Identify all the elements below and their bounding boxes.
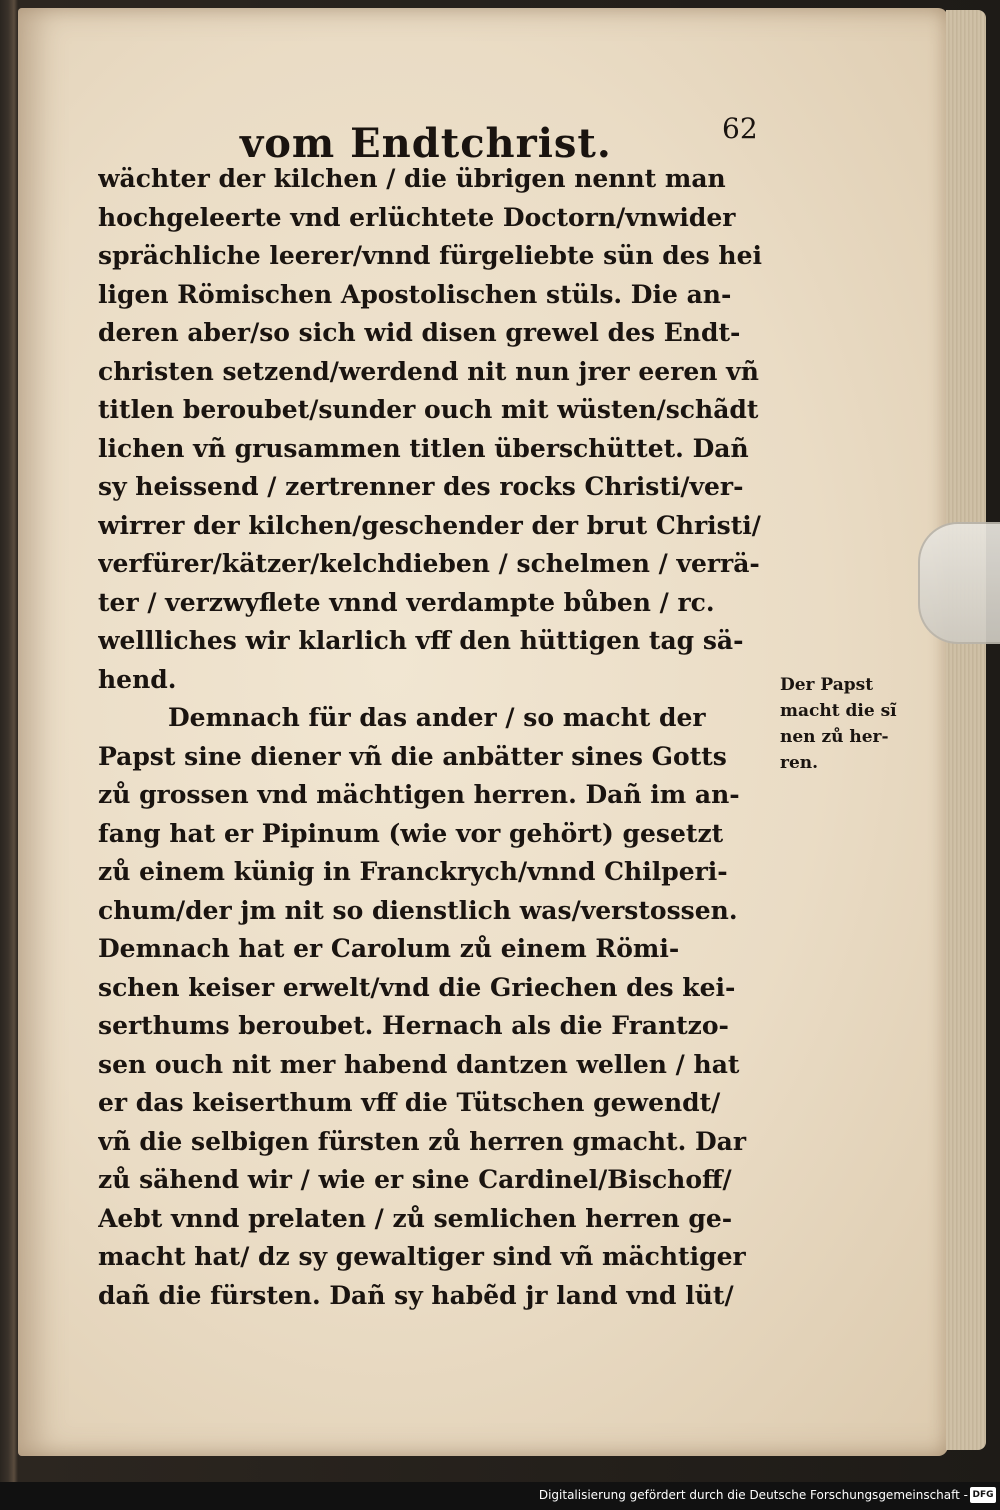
text-line: Demnach hat er Carolum zů einem Römi- — [98, 934, 680, 963]
text-line: zů einem künig in Franckrych/vnnd Chilperi- — [98, 857, 728, 886]
running-head: vom Endtchrist. — [240, 120, 612, 167]
text-line: wirrer der kilchen/geschender der brut Christi/ — [98, 510, 761, 540]
text-line: sy heissend / zertrenner des rocks Christi/ver- — [98, 472, 744, 501]
marginal-note-line: nen zů her- — [780, 727, 889, 747]
text-line: wellliches wir klarlich vff den hüttigen tag sä- — [98, 626, 744, 655]
text-line: wächter der kilchen / die übrigen nennt man — [98, 164, 726, 193]
text-line: vñ die selbigen fürsten zů herren gmacht. Dar — [98, 1126, 747, 1156]
text-line: ter / verzwyflete vnnd verdampte bůben / rc. — [98, 587, 715, 617]
marginal-note-line: Der Papst — [780, 675, 874, 695]
text-line: Aebt vnnd prelaten / zů semlichen herren ge- — [98, 1203, 733, 1233]
text-line: Papst sine diener vñ die anbätter sines Gotts — [98, 741, 727, 771]
marginal-note-line: ren. — [780, 753, 819, 773]
body-text — [98, 160, 776, 1315]
marginal-note — [780, 672, 920, 776]
text-line: chum/der jm nit so dienstlich was/verstossen. — [98, 895, 738, 925]
text-line: Demnach für das ander / so macht der — [168, 703, 706, 732]
text-line: hend. — [98, 664, 177, 694]
dfg-logo: DFG — [970, 1487, 996, 1503]
text-line: zů grossen vnd mächtigen herren. Dañ im an- — [98, 780, 740, 809]
marginal-note-line: macht die sĩ — [780, 701, 897, 721]
text-line: ligen Römischen Apostolischen stüls. Die an- — [98, 279, 732, 309]
book-clip — [918, 522, 1000, 644]
text-line: titlen beroubet/sunder ouch mit wüsten/schãdt — [98, 395, 759, 424]
text-line: macht hat/ dz sy gewaltiger sind vñ mächtiger — [98, 1242, 746, 1271]
text-line: zů sähend wir / wie er sine Cardinel/Bischoff/ — [98, 1165, 732, 1194]
text-line: christen setzend/werdend nit nun jrer eeren vñ — [98, 356, 759, 386]
page-fore-edge — [946, 10, 986, 1450]
text-line: fang hat er Pipinum (wie vor gehört) gesetzt — [98, 818, 724, 848]
text-line: serthums beroubet. Hernach als die Frantzo- — [98, 1011, 729, 1040]
text-line: sen ouch nit mer habend dantzen wellen / hat — [98, 1049, 740, 1079]
text-line: sprächliche leerer/vnnd fürgeliebte sün des hei — [98, 241, 762, 270]
text-line: er das keiserthum vff die Tütschen gewendt/ — [98, 1088, 721, 1117]
text-line: dañ die fürsten. Dañ sy habẽd jr land vnd lüt/ — [98, 1280, 734, 1310]
text-line: schen keiser erwelt/vnd die Griechen des kei- — [98, 972, 736, 1002]
text-line: verfürer/kätzer/kelchdieben / schelmen / verrä- — [98, 549, 760, 578]
folio-number: 62 — [722, 112, 758, 145]
footer-credit: Digitalisierung gefördert durch die Deutsche Forschungsgemeinschaft - — [538, 1488, 968, 1502]
text-line: lichen vñ grusammen titlen überschüttet. Dañ — [98, 433, 749, 463]
text-line: hochgeleerte vnd erlüchtete Doctorn/vnwider — [98, 202, 736, 232]
text-line: deren aber/so sich wid disen grewel des Endt- — [98, 318, 741, 347]
